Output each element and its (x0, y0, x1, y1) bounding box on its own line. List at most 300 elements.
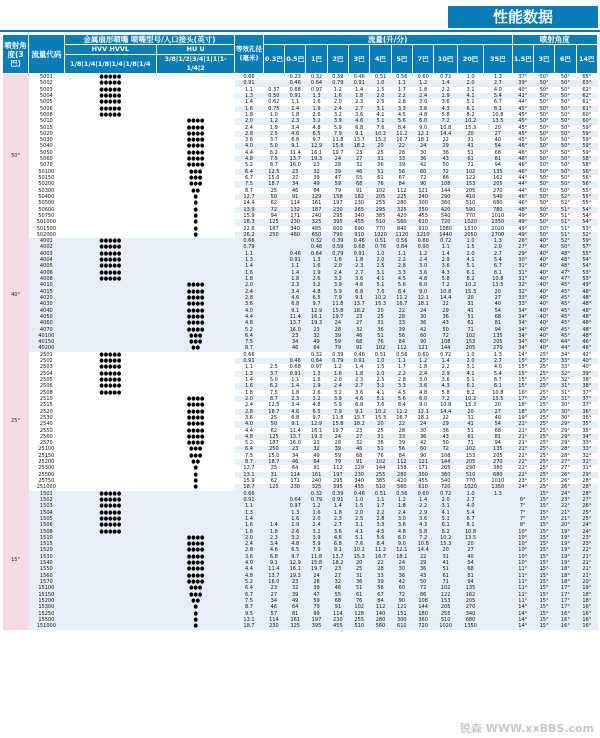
table-row (3, 623, 598, 629)
flow-value: 114 (263, 617, 284, 623)
flow-value: 94 (263, 213, 284, 219)
flow-value: 112 (391, 188, 412, 194)
flow-value: 1.4 (434, 358, 458, 364)
spray-angle-value: 50° (533, 181, 554, 187)
flow-value: 60 (391, 585, 412, 591)
flow-value: 255 (370, 200, 391, 206)
flow-value: 31 (370, 156, 391, 162)
flow-code: 4004 (29, 257, 65, 263)
flow-value: 1.6 (285, 516, 306, 522)
spray-angle-value: 22° (576, 547, 597, 553)
hole-diameter: 5.2 (235, 327, 263, 333)
flow-value: 10.2 (458, 118, 484, 124)
spray-angle-value: 40° (512, 87, 533, 93)
flow-value: 27 (349, 320, 370, 326)
flow-value: 6.8 (349, 402, 370, 408)
flow-value: 40 (484, 137, 512, 143)
flow-value: 2050 (458, 232, 484, 238)
flow-value: 455 (349, 484, 370, 490)
flow-value: 0.60 (413, 352, 434, 358)
flow-value: 29 (434, 421, 458, 427)
flow-value: 0.75 (263, 106, 284, 112)
spray-angle-value: 22° (512, 472, 533, 478)
model-dots: ●●●●● (64, 257, 156, 263)
spray-angle-value: 40° (533, 244, 554, 250)
flow-value: 22 (434, 301, 458, 307)
flow-value: 153 (434, 598, 458, 604)
flow-value: 36 (413, 156, 434, 162)
flow-value: 13.7 (349, 415, 370, 421)
flow-value: 61 (458, 434, 484, 440)
flow-value: 91 (349, 459, 370, 465)
flow-value: 6.0 (413, 396, 434, 402)
spray-angle-value: 45° (512, 137, 533, 143)
flow-value: 18.2 (327, 560, 348, 566)
flow-value: 5.1 (458, 377, 484, 383)
hole-diameter: 9.5 (235, 611, 263, 617)
flow-value: 9.0 (413, 289, 434, 295)
flow-value: 0.76 (370, 244, 391, 250)
flow-value: 18.2 (349, 308, 370, 314)
flow-value: 4.0 (484, 364, 512, 370)
flow-value: 7.5 (263, 156, 284, 162)
flow-value: 2700 (484, 232, 512, 238)
flow-value: 10.8 (458, 529, 484, 535)
flow-code: 4002 (29, 244, 65, 250)
flow-code: 1560 (29, 573, 65, 579)
flow-value: 39 (327, 169, 348, 175)
flow-value: 76 (370, 339, 391, 345)
flow-value: 10.8 (484, 390, 512, 396)
flow-value: 51 (370, 169, 391, 175)
spray-angle-value: 48° (512, 207, 533, 213)
spray-angle-value: 50° (533, 232, 554, 238)
flow-value: 4.1 (370, 276, 391, 282)
flow-value: 5.6 (391, 118, 412, 124)
flow-value: 3.1 (370, 383, 391, 389)
spray-angle-value: 55° (576, 194, 597, 200)
flow-value: 1.3 (285, 510, 306, 516)
flow-value: 1020 (458, 484, 484, 490)
flow-value: 51 (458, 314, 484, 320)
spray-angle-value: 21° (512, 446, 533, 452)
flow-value: 50 (263, 421, 284, 427)
spray-angle-value: 45° (555, 289, 576, 295)
flow-value: 4.5 (391, 276, 412, 282)
flow-value: 125 (263, 219, 284, 225)
spray-angle-value: 29° (512, 251, 533, 257)
flow-value: 1.3 (484, 74, 512, 81)
flow-value: 770 (370, 226, 391, 232)
flow-value: 1.9 (306, 383, 327, 389)
flow-value: 24 (306, 573, 327, 579)
performance-table (2, 34, 598, 630)
flow-value: 72 (413, 175, 434, 181)
flow-value: 15.3 (370, 301, 391, 307)
flow-value: 125 (263, 484, 284, 490)
spray-angle-value: 30° (555, 409, 576, 415)
flow-code: 40100 (29, 333, 65, 339)
flow-value: 27 (484, 131, 512, 137)
flow-value: 1.2 (327, 364, 348, 370)
hole-diameter: 2.4 (235, 402, 263, 408)
flow-value: 1.2 (263, 118, 284, 124)
flow-code: 1506 (29, 522, 65, 528)
angle-group (3, 352, 598, 491)
flow-value: 2.2 (391, 257, 412, 263)
flow-code: 2503 (29, 364, 65, 370)
flow-value: 205 (484, 339, 512, 345)
hole-diameter: 1.3 (235, 93, 263, 99)
flow-value: 19.3 (306, 156, 327, 162)
spray-angle-value: 16° (512, 390, 533, 396)
spray-angle-value: 37° (512, 74, 533, 81)
flow-value: 2.5 (370, 377, 391, 383)
spray-angle-value: 40° (533, 276, 554, 282)
flow-value: 54 (458, 560, 484, 566)
flow-value: 1.8 (413, 87, 434, 93)
flow-value: 5.8 (413, 529, 434, 535)
flow-value: 540 (434, 213, 458, 219)
spray-angle-value: 14° (512, 352, 533, 358)
flow-value: 30 (413, 428, 434, 434)
flow-code: 5010 (29, 118, 65, 124)
flow-value: 1.4 (285, 383, 306, 389)
hole-diameter: 15.9 (235, 213, 263, 219)
flow-value: 5.9 (327, 289, 348, 295)
spray-angle-value: 50° (533, 143, 554, 149)
hole-diameter: 6.4 (235, 333, 263, 339)
model-dots: ●●●● (157, 308, 235, 314)
flow-code: 50500 (29, 200, 65, 206)
spray-angle-value: 25° (576, 516, 597, 522)
spray-angle-value: 14° (512, 617, 533, 623)
flow-code: 2560 (29, 434, 65, 440)
spray-angle-value: 52° (555, 238, 576, 244)
flow-value: 10.8 (434, 402, 458, 408)
spray-angle-value: 44° (512, 99, 533, 105)
spray-angle-value: 50° (533, 175, 554, 181)
flow-value: 76 (370, 453, 391, 459)
flow-value: 3.6 (349, 112, 370, 118)
spray-angle-value: 61° (576, 106, 597, 112)
spray-angle-value: 40° (576, 364, 597, 370)
hole-diameter: 2.0 (235, 396, 263, 402)
flow-value: 4.8 (306, 125, 327, 131)
flow-value: 510 (370, 219, 391, 225)
spray-angle-value: 48° (555, 251, 576, 257)
flow-value: 1.8 (349, 371, 370, 377)
flow-value: 3.2 (306, 118, 327, 124)
flow-value: 1.1 (285, 99, 306, 105)
spray-angle-value: 29° (555, 434, 576, 440)
hole-diameter: 2.8 (235, 295, 263, 301)
flow-value: 1.4 (434, 80, 458, 86)
flow-value: 205 (458, 459, 484, 465)
spray-angle-value: 45° (512, 112, 533, 118)
flow-value: 6.8 (327, 541, 348, 547)
flow-value: 0.90 (413, 244, 434, 250)
hole-diameter: 18.3 (235, 219, 263, 225)
flow-value: 22 (413, 554, 434, 560)
flow-value: 47 (306, 592, 327, 598)
flow-value: 102 (458, 333, 484, 339)
flow-value: 3.3 (391, 383, 412, 389)
flow-value: 84 (391, 453, 412, 459)
flow-value: 1120 (391, 232, 412, 238)
flow-value: 4.8 (285, 541, 306, 547)
hole-diameter: 2.4 (235, 541, 263, 547)
spray-angle-value: 45° (555, 333, 576, 339)
flow-value: 510 (458, 472, 484, 478)
hole-diameter: 18.7 (235, 623, 263, 629)
flow-value: 1.1 (391, 251, 412, 257)
flow-value: 280 (391, 472, 412, 478)
spray-angle-value: 25° (533, 465, 554, 471)
model-dots: ●●●● (157, 579, 235, 585)
model-dots: ●●● (157, 339, 235, 345)
flow-value: 54 (484, 143, 512, 149)
flow-code: 5060 (29, 156, 65, 162)
spray-angle-value: 50° (555, 188, 576, 194)
model-dots: ●●● (157, 333, 235, 339)
pressure-header: 5巴 (391, 45, 412, 74)
spray-angle-value: 52° (555, 194, 576, 200)
angle-pressure-header: 6巴 (555, 45, 576, 74)
flow-value: 455 (327, 623, 348, 629)
flow-value: 0.56 (391, 491, 412, 497)
spray-angle-value: 25° (533, 415, 554, 421)
flow-code: 40200 (29, 345, 65, 351)
flow-value: 4.6 (285, 295, 306, 301)
flow-value: 6.8 (285, 137, 306, 143)
flow-value: 4.8 (413, 112, 434, 118)
flow-value: 840 (391, 226, 412, 232)
spray-angle-value: 31° (512, 263, 533, 269)
spray-angle-value: 53° (576, 276, 597, 282)
flow-value: 31 (370, 320, 391, 326)
flow-value: 360 (413, 617, 434, 623)
spray-angle-value: 35° (576, 421, 597, 427)
flow-value: 15.8 (306, 560, 327, 566)
spray-angle-value: 50° (555, 106, 576, 112)
flow-value: 8.4 (391, 125, 412, 131)
model-dots: ●●●● (157, 162, 235, 168)
flow-value: 20 (434, 547, 458, 553)
flow-value: 25 (370, 150, 391, 156)
spray-angle-value: 31° (512, 276, 533, 282)
spray-angle-value: 17° (512, 396, 533, 402)
flow-value: 5.4 (484, 93, 512, 99)
flow-value: 2.2 (370, 510, 391, 516)
spray-angle-value: 50° (533, 226, 554, 232)
spray-angle-value: 15° (512, 358, 533, 364)
flow-value: 10.8 (434, 289, 458, 295)
flow-value: 10.2 (349, 547, 370, 553)
flow-value: 114 (285, 472, 306, 478)
flow-value: 39 (306, 585, 327, 591)
flow-value: 0.32 (306, 352, 327, 358)
model-dots: ●●●● (157, 327, 235, 333)
flow-value: 0.91 (327, 497, 348, 503)
flow-value: 1.1 (391, 80, 412, 86)
spray-angle-value: 19° (555, 554, 576, 560)
spray-angle-value: 34° (512, 345, 533, 351)
flow-value: 122 (434, 592, 458, 598)
spray-angle-value: 33° (512, 301, 533, 307)
header-sizes-right: 3/8|1/2|3/4|1|1|1-1/4|2 (157, 55, 235, 74)
flow-value: 910 (349, 232, 370, 238)
flow-value: 90 (413, 453, 434, 459)
hole-diameter: 0.79 (235, 244, 263, 250)
flow-value: 280 (370, 617, 391, 623)
hole-diameter: 1.1 (235, 251, 263, 257)
flow-value: 3.6 (413, 516, 434, 522)
flow-value: 7.9 (327, 295, 348, 301)
spray-angle-value: 31° (555, 396, 576, 402)
flow-value: 0.39 (327, 491, 348, 497)
flow-value: 23 (306, 327, 327, 333)
flow-value: 0.68 (285, 87, 306, 93)
flow-value: 1.9 (263, 125, 284, 131)
model-dots: ●●●● (157, 295, 235, 301)
spray-angle-value: 54° (576, 207, 597, 213)
flow-value: 5.9 (327, 402, 348, 408)
hole-diameter: 6.4 (235, 446, 263, 452)
flow-value: 29 (434, 308, 458, 314)
spray-angle-value: 48° (576, 314, 597, 320)
spray-angle-value: 59° (576, 137, 597, 143)
spray-angle-value: 40° (533, 251, 554, 257)
spray-angle-value: 56° (576, 175, 597, 181)
flow-value: 9.0 (391, 541, 412, 547)
flow-value: 13.5 (484, 282, 512, 288)
spray-angle-value: 26° (555, 472, 576, 478)
flow-value: 59 (327, 453, 348, 459)
angle-group (3, 74, 598, 239)
flow-value: 8.2 (458, 112, 484, 118)
flow-value: 2.6 (306, 276, 327, 282)
spray-angle-value: 37° (576, 402, 597, 408)
flow-value: 4.5 (370, 529, 391, 535)
spray-angle-value: 50° (533, 156, 554, 162)
hole-diameter: 15.9 (235, 478, 263, 484)
flow-value: 6.5 (306, 409, 327, 415)
spray-angle-value: 50° (533, 112, 554, 118)
flow-value: 81 (285, 611, 306, 617)
flow-value: 650 (306, 232, 327, 238)
hole-diameter: 5.2 (235, 162, 263, 168)
flow-value: 31 (458, 415, 484, 421)
flow-value: 46 (285, 345, 306, 351)
flow-value: 46 (327, 585, 348, 591)
flow-value: 2.0 (458, 80, 484, 86)
spray-angle-value: 15° (533, 497, 554, 503)
flow-value: 0.97 (285, 503, 306, 509)
flow-value: 0.91 (285, 371, 306, 377)
header-flow: 流量(升/分) (263, 35, 512, 45)
spray-angle-value: 50° (555, 74, 576, 81)
model-dots: ●● (157, 459, 235, 465)
flow-value: 1010 (484, 478, 512, 484)
spray-angle-value: 50° (555, 112, 576, 118)
flow-value: 62 (263, 478, 284, 484)
flow-value: 60 (413, 333, 434, 339)
spray-angle-value: 40° (533, 263, 554, 269)
flow-code: 15200 (29, 598, 65, 604)
spray-angle-value: 55° (576, 188, 597, 194)
flow-value: 68 (327, 598, 348, 604)
flow-value: 39 (285, 592, 306, 598)
flow-value: 2.3 (327, 516, 348, 522)
flow-value: 680 (484, 472, 512, 478)
flow-value: 1.8 (285, 276, 306, 282)
spray-angle-value: 15° (533, 503, 554, 509)
spray-angle-value: 50° (533, 106, 554, 112)
flow-value: 32 (349, 440, 370, 446)
flow-value: 4.1 (349, 529, 370, 535)
flow-value: 360 (434, 472, 458, 478)
flow-value: 3.1 (370, 106, 391, 112)
spray-angle-value: 25° (533, 364, 554, 370)
flow-value: 0.56 (391, 74, 412, 81)
spray-angle-value: 50° (533, 213, 554, 219)
spray-angle-value: 21° (576, 566, 597, 572)
flow-value: 0.79 (327, 358, 348, 364)
flow-value: 300 (391, 617, 412, 623)
flow-value: 15.0 (263, 175, 284, 181)
flow-value: 10.2 (434, 535, 458, 541)
flow-value: 0.46 (349, 491, 370, 497)
flow-value: 1.6 (306, 377, 327, 383)
hole-diameter: 0.66 (235, 74, 263, 81)
flow-value: 2.4 (413, 93, 434, 99)
hole-diameter: 8.7 (235, 604, 263, 610)
flow-value: 47 (327, 175, 348, 181)
spray-angle-value: 25° (533, 446, 554, 452)
spray-angle-value: 20° (576, 579, 597, 585)
flow-value: 20 (370, 143, 391, 149)
flow-value: 76 (370, 181, 391, 187)
spray-angle-value: 32° (555, 371, 576, 377)
flow-value: 455 (349, 219, 370, 225)
flow-value: 144 (434, 188, 458, 194)
spray-angle-value: 15° (533, 554, 554, 560)
flow-value: 2.2 (391, 93, 412, 99)
flow-value: 3.9 (327, 282, 348, 288)
flow-value: 39 (370, 579, 391, 585)
hole-diameter: 4.8 (235, 434, 263, 440)
flow-value: 20 (458, 541, 484, 547)
flow-code: 1501 (29, 491, 65, 497)
spray-angle-value: 48° (576, 289, 597, 295)
flow-value: 7.9 (327, 409, 348, 415)
model-dots: ● (157, 472, 235, 478)
flow-value: 4.6 (349, 282, 370, 288)
flow-value: 32 (349, 327, 370, 333)
flow-value: 1.0 (370, 358, 391, 364)
flow-value: 1.6 (327, 93, 348, 99)
flow-value: 8.4 (391, 289, 412, 295)
flow-value: 485 (306, 226, 327, 232)
flow-code: 1550 (29, 566, 65, 572)
flow-value: 140 (370, 611, 391, 617)
flow-value: 7.6 (370, 289, 391, 295)
spray-angle-value: 51° (555, 226, 576, 232)
spray-angle-value: 44° (512, 181, 533, 187)
flow-value: 64 (285, 604, 306, 610)
flow-value: 2.3 (285, 282, 306, 288)
